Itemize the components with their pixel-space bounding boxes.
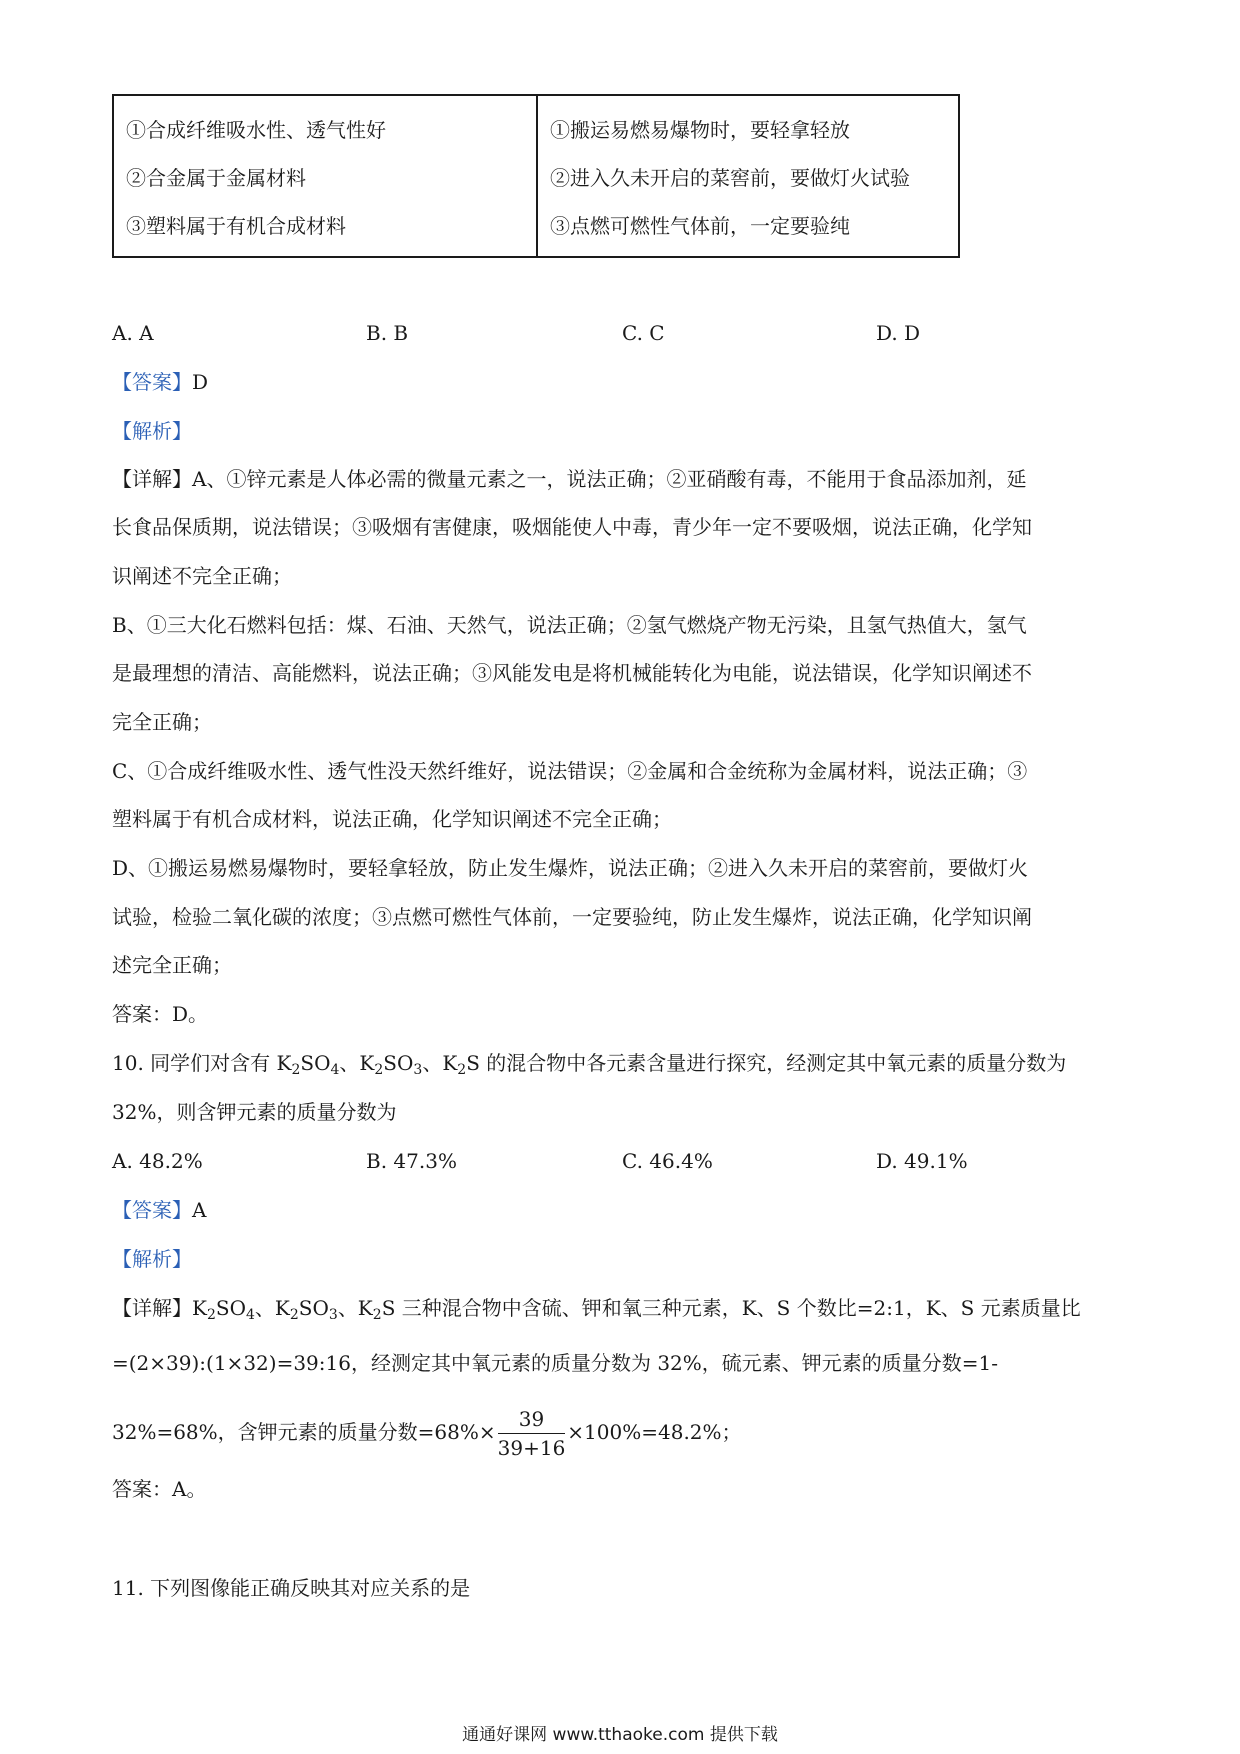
question-10: 10. 同学们对含有 $K_2SO_4$、$K_2SO_3$、$K_2S$ 的混合物中各元素含量进行探究，经测定其中氧元素的质量分数为: [112, 1051, 1067, 1078]
analysis-tag: 【解析】: [112, 419, 192, 443]
detail-line: C、①合成纤维吸水性、透气性没天然纤维好，说法错误；②金属和合金统称为金属材料，说法正确；③: [112, 759, 1028, 783]
detail-line-fraction: 32%=68%，含钾元素的质量分数=68%× $\frac{39}{39+16}$ ×100%=48.2%；: [112, 1407, 742, 1460]
detail-line: 识阐述不完全正确；: [112, 564, 292, 588]
option-d: D. 49.1%: [876, 1149, 968, 1173]
comparison-table: [112, 94, 960, 258]
question-11: 11. 下列图像能正确反映其对应关系的是: [112, 1576, 471, 1600]
detail-line: D、①搬运易燃易爆物时，要轻拿轻放，防止发生爆炸，说法正确；②进入久未开启的菜窖前，要做灯火: [112, 856, 1029, 880]
detail-line: 述完全正确；: [112, 953, 232, 977]
fraction-denominator: 39+16: [497, 1436, 566, 1460]
detail-line: 塑料属于有机合成材料，说法正确，化学知识阐述不完全正确；: [112, 807, 672, 831]
table-item: ②进入久未开启的菜窖前，要做灯火试验: [550, 166, 910, 190]
option-a: A. 48.2%: [112, 1149, 203, 1173]
detail-line: 【详解】A、①锌元素是人体必需的微量元素之一，说法正确；②亚硝酸有毒，不能用于食品添加剂，延: [112, 467, 1027, 491]
answer-tag: 【答案】: [112, 370, 192, 394]
detail-line: B、①三大化石燃料包括：煤、石油、天然气，说法正确；②氢气燃烧产物无污染，且氢气热值大，氢气: [112, 613, 1027, 637]
table-item: ③点燃可燃性气体前，一定要验纯: [550, 214, 850, 238]
conclusion: 答案：D。: [112, 1002, 209, 1026]
conclusion: 答案：A。: [112, 1477, 207, 1501]
option-c: C. 46.4%: [622, 1149, 713, 1173]
analysis-tag: 【解析】: [112, 1247, 192, 1271]
answer-line: [112, 1197, 206, 1223]
table-item: ③塑料属于有机合成材料: [126, 214, 346, 238]
answer-value: D: [192, 370, 209, 394]
option-b: B. B: [366, 321, 409, 345]
footer: 通通好课网 www.tthaoke.com 提供下载: [462, 1725, 778, 1745]
table-cell-left: [113, 95, 537, 257]
answer-line: [112, 369, 208, 395]
answer-value: A: [192, 1198, 207, 1222]
table-item: ②合金属于金属材料: [126, 166, 306, 190]
detail-line: 完全正确；: [112, 710, 212, 734]
question-10-line2: 32%，则含钾元素的质量分数为: [112, 1100, 397, 1124]
detail-line: 试验，检验二氧化碳的浓度；③点燃可燃性气体前，一定要验纯，防止发生爆炸，说法正确，化学知识阐: [112, 905, 1032, 929]
option-d: D. D: [876, 321, 921, 345]
table-cell-right: [537, 95, 959, 257]
option-a: A. A: [112, 321, 154, 345]
detail-line: 长食品保质期，说法错误；③吸烟有害健康，吸烟能使人中毒，青少年一定不要吸烟，说法正确，化学知: [112, 515, 1032, 539]
fraction-numerator: 39: [498, 1405, 566, 1434]
option-b: B. 47.3%: [366, 1149, 457, 1173]
fraction: [498, 1405, 566, 1462]
table-item: ①合成纤维吸水性、透气性好: [126, 118, 386, 142]
table-item: ①搬运易燃易爆物时，要轻拿轻放: [550, 118, 850, 142]
answer-tag: 【答案】: [112, 1198, 192, 1222]
detail-line: 【详解】$K_2SO_4$、$K_2SO_3$、$K_2S$ 三种混合物中含硫、钾和氧三种元素，K、S 个数比=2:1，K、S 元素质量比: [112, 1296, 1081, 1323]
option-c: C. C: [622, 321, 665, 345]
detail-line: 是最理想的清洁、高能燃料，说法正确；③风能发电是将机械能转化为电能，说法错误，化学知识阐述不: [112, 661, 1032, 685]
detail-line: =(2×39):(1×32)=39:16，经测定其中氧元素的质量分数为 32%，硫元素、钾元素的质量分数=1-: [112, 1351, 999, 1375]
